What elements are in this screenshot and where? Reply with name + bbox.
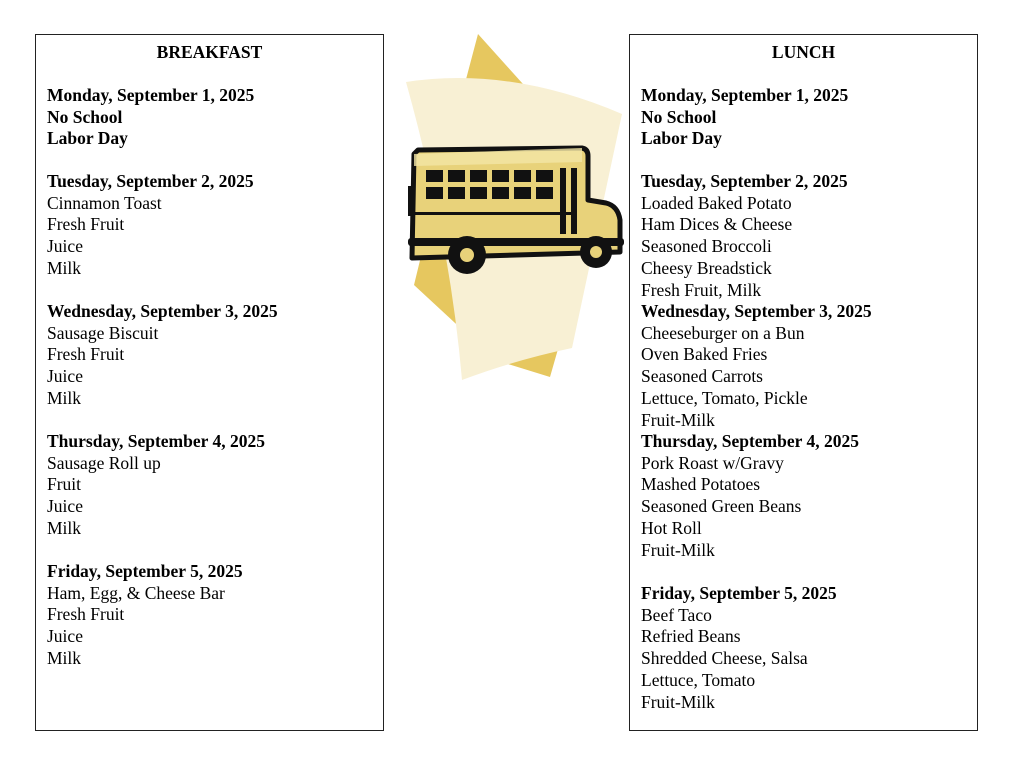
menu-item: Seasoned Carrots	[641, 366, 763, 387]
menu-item: Lettuce, Tomato, Pickle	[641, 387, 808, 408]
menu-item: Fruit-Milk	[641, 539, 715, 560]
lunch-day-wednesday	[641, 301, 971, 431]
menu-item: Seasoned Green Beans	[641, 496, 802, 517]
menu-item: Milk	[47, 257, 82, 278]
day-date: Wednesday, September 3, 2025	[641, 301, 872, 321]
day-date: Wednesday, September 3, 2025	[47, 301, 278, 321]
day-date: Thursday, September 4, 2025	[47, 431, 265, 451]
school-bus-illustration	[400, 30, 630, 385]
menu-item: Juice	[47, 236, 83, 257]
breakfast-day-thursday	[47, 431, 377, 540]
menu-item: Sausage Roll up	[47, 452, 161, 473]
menu-item: Fruit-Milk	[641, 691, 715, 712]
menu-item: Cinnamon Toast	[47, 192, 162, 213]
menu-item: Cheesy Breadstick	[641, 257, 772, 278]
menu-item: Refried Beans	[641, 626, 741, 647]
lunch-menu-panel	[629, 34, 978, 731]
day-note: Labor Day	[641, 128, 722, 149]
day-date: Friday, September 5, 2025	[47, 561, 243, 581]
day-note: No School	[641, 106, 717, 127]
breakfast-day-monday	[47, 85, 377, 150]
lunch-day-thursday	[641, 431, 971, 561]
menu-item: Lettuce, Tomato	[641, 669, 756, 690]
menu-item: Milk	[47, 517, 82, 538]
menu-item: Sausage Biscuit	[47, 322, 159, 343]
menu-item: Oven Baked Fries	[641, 344, 768, 365]
day-date: Monday, September 1, 2025	[641, 85, 849, 105]
lunch-title: LUNCH	[771, 42, 836, 62]
lunch-day-monday	[641, 85, 971, 150]
breakfast-day-tuesday	[47, 171, 377, 280]
day-note: No School	[47, 106, 123, 127]
menu-item: Cheeseburger on a Bun	[641, 322, 805, 343]
menu-item: Loaded Baked Potato	[641, 192, 792, 213]
menu-item: Fruit	[47, 474, 82, 495]
menu-item: Milk	[47, 647, 82, 668]
menu-item: Seasoned Broccoli	[641, 236, 772, 257]
lunch-day-tuesday	[641, 171, 971, 301]
menu-item: Juice	[47, 496, 83, 517]
menu-item: Ham Dices & Cheese	[641, 214, 793, 235]
menu-item: Fresh Fruit, Milk	[641, 279, 762, 300]
breakfast-menu-panel	[35, 34, 384, 731]
menu-item: Juice	[47, 626, 83, 647]
breakfast-day-friday	[47, 561, 377, 670]
day-date: Thursday, September 4, 2025	[641, 431, 859, 451]
menu-item: Shredded Cheese, Salsa	[641, 648, 808, 669]
day-note: Labor Day	[47, 128, 128, 149]
breakfast-day-wednesday	[47, 301, 377, 410]
menu-item: Milk	[47, 387, 82, 408]
menu-item: Fruit-Milk	[641, 409, 715, 430]
day-date: Friday, September 5, 2025	[641, 583, 837, 603]
menu-item: Mashed Potatoes	[641, 474, 761, 495]
menu-item: Fresh Fruit	[47, 214, 125, 235]
menu-item: Hot Roll	[641, 517, 702, 538]
menu-item: Juice	[47, 366, 83, 387]
day-date: Monday, September 1, 2025	[47, 85, 255, 105]
menu-item: Beef Taco	[641, 604, 712, 625]
day-date: Tuesday, September 2, 2025	[641, 171, 848, 191]
menu-item: Pork Roast w/Gravy	[641, 452, 784, 473]
menu-item: Ham, Egg, & Cheese Bar	[47, 582, 225, 603]
breakfast-title: BREAKFAST	[156, 42, 263, 62]
lunch-day-friday	[641, 583, 971, 713]
menu-item: Fresh Fruit	[47, 604, 125, 625]
day-date: Tuesday, September 2, 2025	[47, 171, 254, 191]
menu-item: Fresh Fruit	[47, 344, 125, 365]
